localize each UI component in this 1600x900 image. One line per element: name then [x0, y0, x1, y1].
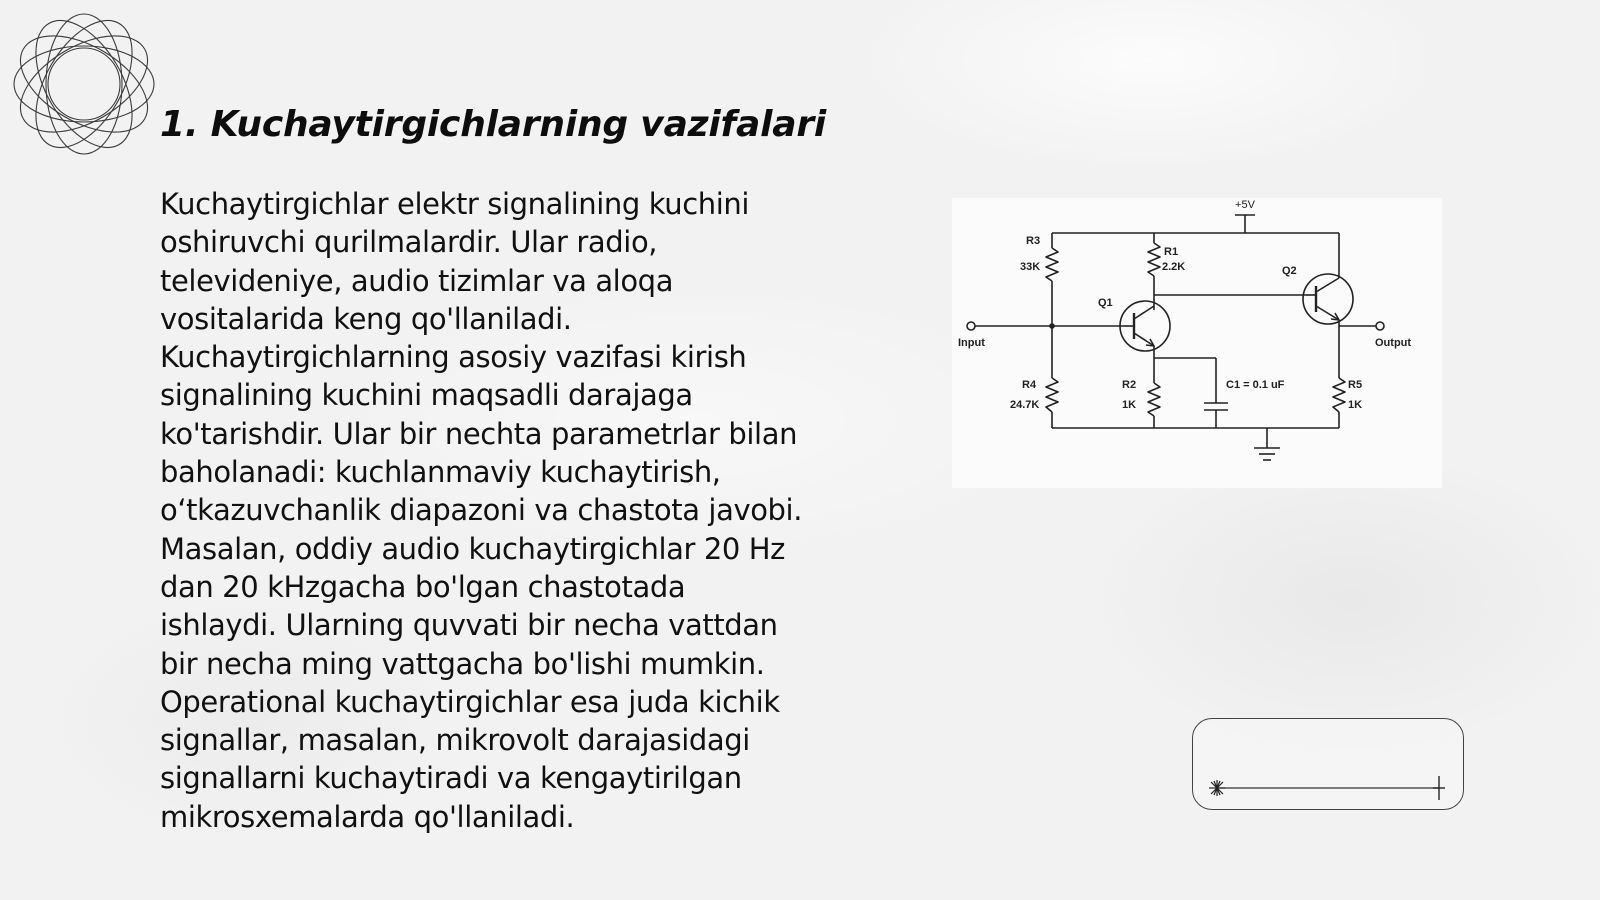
r1-name: R1: [1164, 246, 1179, 258]
body-line: signallarni kuchaytiradi va kengaytirilgan: [160, 761, 742, 796]
r1-value: 2.2K: [1162, 261, 1186, 273]
spark-icon: [1209, 780, 1225, 796]
q1-label: Q1: [1098, 297, 1113, 309]
body-line: o‘tkazuvchanlik diapazoni va chastota javobi.: [160, 493, 803, 528]
r3-resistor: [1046, 248, 1058, 281]
r5-value: 1K: [1348, 399, 1363, 411]
body-line: ishlaydi. Ularning quvvati bir necha vattdan: [160, 608, 778, 643]
body-line: vositalarida keng qo'llaniladi.: [160, 301, 572, 336]
slide-title: 1. Kuchaytirgichlarning vazifalari: [160, 104, 827, 145]
body-line: oshiruvchi qurilmalardir. Ular radio,: [160, 225, 658, 260]
r1-resistor: [1148, 243, 1160, 276]
circuit-diagram: [952, 198, 1442, 488]
input-label: Input: [958, 337, 985, 349]
body-line: signallar, masalan, mikrovolt darajasidagi: [160, 723, 750, 758]
r4-resistor: [1046, 378, 1058, 412]
body-line: mikrosxemalarda qo'llaniladi.: [160, 799, 575, 834]
q2-transistor: [1303, 274, 1353, 324]
body-line: bir necha ming vattgacha bo'lishi mumkin.: [160, 646, 765, 681]
input-terminal: [967, 322, 975, 330]
body-line: dan 20 kHzgacha bo'lgan chastotada: [160, 569, 686, 604]
body-line: Operational kuchaytirgichlar esa juda kichik: [160, 684, 780, 719]
circuit-schematic: [952, 198, 1442, 488]
r5-name: R5: [1348, 379, 1363, 391]
body-line: signalining kuchini maqsadli darajaga: [160, 378, 693, 413]
output-label: Output: [1375, 337, 1412, 349]
body-line: Masalan, oddiy audio kuchaytirgichlar 20 Hz: [160, 531, 785, 566]
body-line: baholanadi: kuchlanmaviy kuchaytirish,: [160, 455, 721, 490]
r4-name: R4: [1022, 379, 1037, 391]
overlapping-circles-icon: [10, 10, 158, 158]
c1-label: C1 = 0.1 uF: [1226, 379, 1285, 391]
output-terminal: [1376, 322, 1384, 330]
crosshair-icon: [1433, 776, 1445, 800]
line-graphic: [1193, 719, 1465, 811]
r3-name: R3: [1026, 235, 1041, 247]
body-line: ko'tarishdir. Ular bir nechta parametrlar bilan: [160, 416, 798, 451]
supply-label: +5V: [1235, 199, 1255, 211]
r2-value: 1K: [1122, 399, 1137, 411]
body-line: televideniye, audio tizimlar va aloqa: [160, 263, 674, 298]
q2-label: Q2: [1282, 265, 1297, 277]
decorative-line-box: [1192, 718, 1464, 810]
body-line: Kuchaytirgichlar elektr signalining kuchini: [160, 187, 750, 221]
body-line: Kuchaytirgichlarning asosiy vazifasi kirish: [160, 340, 747, 375]
r2-resistor: [1148, 383, 1160, 416]
r4-value: 24.7K: [1010, 399, 1040, 411]
r2-name: R2: [1122, 379, 1137, 391]
r3-value: 33K: [1020, 261, 1041, 273]
slide-body-text: [160, 185, 840, 836]
r5-resistor: [1333, 378, 1345, 412]
